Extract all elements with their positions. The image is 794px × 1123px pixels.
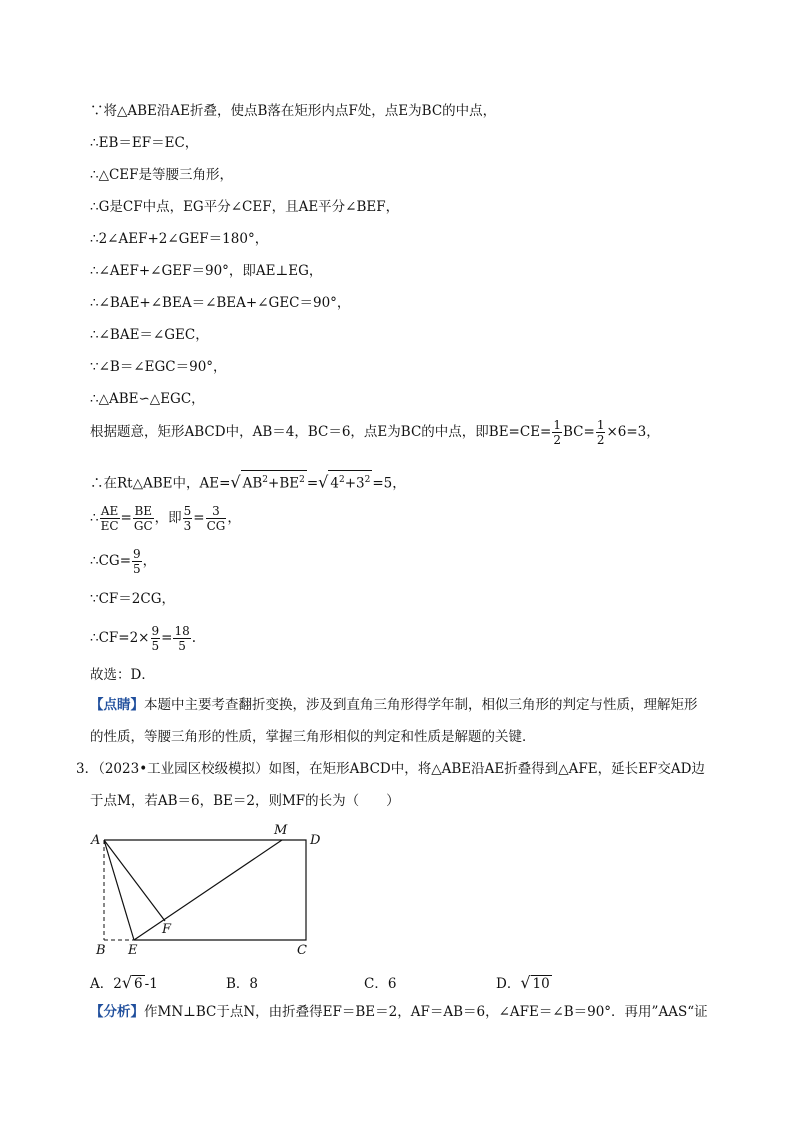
- solution-answer: 故选：D．: [90, 667, 155, 683]
- label-D: D: [310, 833, 321, 848]
- option-b: B．8: [226, 976, 259, 992]
- segment-EM: [134, 840, 282, 940]
- label-B: B: [96, 943, 106, 958]
- solution-line-9: ∵∠B＝∠EGC＝90°，: [90, 359, 227, 375]
- solution-line-14: ∴CG= $\frac{9}{5}$ ，: [90, 547, 157, 576]
- option-d: D．√ 10: [496, 973, 550, 992]
- fraction-half: $\frac{1}{2}$: [596, 418, 605, 447]
- solution-line-6: ∴∠AEF+∠GEF＝90°，即AE⊥EG，: [90, 263, 323, 279]
- dianjing-tag: 【点睛】: [90, 697, 144, 713]
- solution-line-12: ∴在Rt△ABE中，AE=√ $AB^2+BE^2$ =√ $4^2+3^2 =5$，: [90, 470, 406, 493]
- segment-AE: [104, 840, 134, 940]
- label-E: E: [128, 943, 138, 958]
- solution-line-13: ∴ $\frac{AE}{EC}$ = $\frac{BE}{GC}$ ，即 $\frac{5}{3}$ = $\frac{3}{CG}$ ，: [90, 504, 241, 533]
- solution-line-1: ∵将△ABE沿AE折叠，使点B落在矩形内点F处，点E为BC的中点，: [90, 103, 497, 119]
- rectangle-top-right-bottom: [104, 840, 306, 940]
- analysis-note: 【分析】作MN⊥BC于点N，由折叠得EF＝BE＝2，AF＝AB＝6，∠AFE＝∠B＝90°．再用”AAS“证: [90, 1004, 708, 1020]
- option-c: C．6: [364, 976, 397, 992]
- solution-line-11: 根据题意，矩形ABCD中，AB＝4，BC＝6，点E为BC的中点，即BE=CE= $\frac{1}{2}$ BC= $\frac{1}{2}$ ×6=3，: [90, 418, 660, 447]
- segment-AF: [104, 840, 165, 921]
- label-M: M: [274, 823, 288, 838]
- question-3-line-2: 于点M，若AB＝6，BE＝2，则MF的长为（ ）: [90, 793, 400, 809]
- label-F: F: [162, 922, 172, 937]
- solution-line-7: ∴∠BAE+∠BEA＝∠BEA+∠GEC＝90°，: [90, 295, 351, 311]
- fraction-half: $\frac{1}{2}$: [553, 418, 561, 447]
- label-C: C: [297, 943, 307, 958]
- solution-line-8: ∴∠BAE＝∠GEC，: [90, 327, 209, 343]
- solution-line-16: ∴CF=2× $\frac{9}{5}$ = $\frac{18}{5}$ .: [90, 624, 197, 653]
- solution-line-15: ∵CF＝2CG，: [90, 591, 175, 607]
- option-a: A．2√ 6 -1: [90, 973, 158, 992]
- solution-line-10: ∴△ABE∽△EGC，: [90, 391, 205, 407]
- label-A: A: [91, 833, 101, 848]
- solution-line-4: ∴G是CF中点，EG平分∠CEF，且AE平分∠BEF，: [90, 199, 400, 215]
- analysis-tag: 【分析】: [90, 1004, 144, 1020]
- solution-line-5: ∴2∠AEF+2∠GEF＝180°，: [90, 231, 269, 247]
- dianjing-note-2: 的性质，等腰三角形的性质，掌握三角形相似的判定和性质是解题的关键．: [90, 729, 536, 745]
- solution-line-2: ∴EB＝EF＝EC，: [90, 135, 199, 151]
- solution-line-3: ∴△CEF是等腰三角形，: [90, 167, 234, 183]
- question-3-line-1: 3．（2023•工业园区校级模拟）如图，在矩形ABCD中，将△ABE沿AE折叠得到△AFE，延长EF交AD边: [76, 761, 705, 777]
- dianjing-note: 【点睛】本题中主要考查翻折变换，涉及到直角三角形得学年制，相似三角形的判定与性质，理解矩形: [90, 697, 698, 713]
